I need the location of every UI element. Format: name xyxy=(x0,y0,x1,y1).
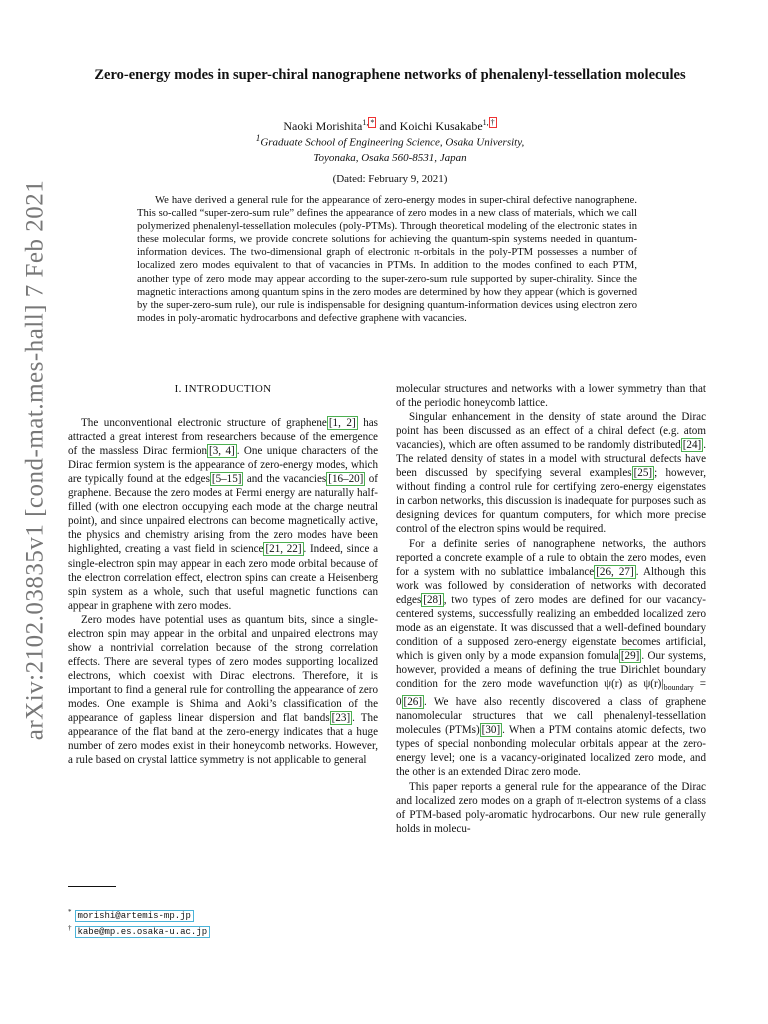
intro-paragraph-2: Zero modes have potential uses as quantum bits, since a single-electron spin may appear in the orbital and unpaired electrons may show a nontrivial correlation because of the strong correlation effects. There are several types of zero modes supporting localized electrons, which coexist with Dirac electrons. Therefore, it is important to find a general rule for controlling the appearance of zero modes. One example is Shima and Aoki’s classification of the appearance of gapless linear dispersion and flat bands [23] . The appearance of the flat band at the zero-energy indicates that a huge number of zero modes exist in their honeycomb networks. However, a rule based on crystal lattice symmetry is not applicable to general xyxy=(68,613,379,767)
intro-paragraph-3: Singular enhancement in the density of state around the Dirac point has been discussed as an effect of a chiral defect (e.g. atom vacancies), which are often assumed to be randomly distributed [24] . The related density of states in a model with structural defects have been discussed by specifying several examples [25] ; however, without finding a control rule for certifying zero-energy eigenstates in carbon networks, this discussion is inadequate for purposes such as designing devices for quantum computers, for which more precise control of the electron spins would be required. xyxy=(396,411,706,536)
citation-link[interactable]: [5–15] xyxy=(211,473,242,486)
intro-paragraph-5: This paper reports a general rule for the appearance of the Dirac and localized zero modes on a graph of π-electron systems of a class of PTM-based poly-aromatic hydrocarbons. Our new rule generally holds in molecu- xyxy=(396,780,706,835)
citation-link[interactable]: [25] xyxy=(633,467,653,480)
citation-link[interactable]: [30] xyxy=(481,724,501,737)
paper-title: Zero-energy modes in super-chiral nanographene networks of phenalenyl-tessellation molecules xyxy=(94,67,686,83)
author-2-footnote-link[interactable]: † xyxy=(490,118,495,127)
affiliation-line-2: Toyonaka, Osaka 560-8531, Japan xyxy=(313,151,467,164)
footnote-2: † kabe@mp.es.osaka-u.ac.jp xyxy=(68,922,368,938)
intro-paragraph-2-continued: molecular structures and networks with a lower symmetry than that of the periodic honeycomb lattice. xyxy=(396,383,706,410)
citation-link[interactable]: [3, 4] xyxy=(209,445,235,458)
citation-link[interactable]: [21, 22] xyxy=(265,543,302,556)
intro-paragraph-4: For a definite series of nanographene networks, the authors reported a concrete example of a rule to obtain the zero modes, even for a system with no sublattice imbalance [26, 27] . Although this work was followed by consideration of networks with decorated edges [28] , two types of zero modes are defined for our vacancy-centered systems, successfully realizing an embedded localized zero mode as an eigenstate. It was discussed that a well-defined boundary condition of a supposed zero-energy eigenstate becomes artificial, which is given only by a mode expansion fomula [29] . Our systems, however, provided a means of defining the true Dirichlet boundary condition for the zero mode wavefunction ψ(r) as $\psi(r)|_{boundary} = 0$ [26] . We have also recently discovered a class of graphene nanomolecular structures that we call phenalenyl-tessellation molecules (PTMs) [30] . When a PTM contains atomic defects, two types of special nonbonding molecular orbitals appear at the zero-energy level; one is a vacancy-originated localized zero mode, and the other is an extended Dirac zero mode. xyxy=(396,537,707,779)
citation-link[interactable]: [1, 2] xyxy=(328,417,356,430)
author-connector: and Koichi Kusakabe xyxy=(376,119,483,133)
footnote-rule xyxy=(68,886,116,887)
footnote-1: * morishi@artemis-mp.jp xyxy=(68,906,368,922)
affiliation-sup: 1 xyxy=(255,133,261,143)
citation-link[interactable]: [24] xyxy=(682,439,702,452)
author-1: Naoki Morishita xyxy=(283,119,363,133)
right-column xyxy=(396,382,706,836)
citation-link[interactable]: [28] xyxy=(423,593,442,606)
author-1-footnote-link[interactable]: * xyxy=(370,118,375,127)
abstract: We have derived a general rule for the appearance of zero-energy modes in super-chiral defective nanographene. This so-called “super-zero-sum rule” defines the appearance of zero modes in a new class of materials, which we call polymerized phenalenyl-tessellation molecules (poly-PTMs). Through theoretical modeling of the electronic states in these molecular forms, we provide concrete solutions for achieving the quantum-spin systems needed in quantum-information devices. The two-dimensional graph of electronic π-orbitals in the poly-PTM possesses a number of localized zero modes equivalent to that of vacancies in PTMs. In addition to the modes confined to each PTM, another type of zero mode may appear according to the super-zero-sum rule supported by super-chirality. Since the magnetic interactions among quantum spins in the zero modes are determined by how they appear (which is governed by the super-zero-sum rule), our rule is indispensable for designing quantum-information devices using electron zero modes in poly-aromatic hydrocarbons and defective graphene with vacancies. xyxy=(137,195,637,324)
arxiv-side-stamp xyxy=(18,179,52,741)
dated-line: (Dated: February 9, 2021) xyxy=(332,173,448,185)
citation-link[interactable]: [16–20] xyxy=(328,473,364,486)
citation-link[interactable]: [26] xyxy=(403,696,423,709)
left-column xyxy=(68,382,378,767)
affiliation xyxy=(70,131,710,166)
author-1-affil: 1, xyxy=(362,118,369,127)
footnotes xyxy=(68,906,368,938)
citation-link[interactable]: [26, 27] xyxy=(596,565,634,578)
email-link[interactable]: kabe@mp.es.osaka-u.ac.jp xyxy=(75,926,211,938)
affiliation-line-1: Graduate School of Engineering Science, Osaka University, xyxy=(260,136,525,149)
arxiv-identifier: arXiv:2102.03835v1 [cond-mat.mes-hall] 7 Feb 2021 xyxy=(21,179,49,741)
citation-link[interactable]: [29] xyxy=(620,649,640,662)
author-2-affil: 1, xyxy=(482,118,489,127)
email-link[interactable]: morishi@artemis-mp.jp xyxy=(75,910,194,922)
intro-paragraph-1: The unconventional electronic structure of graphene [1, 2] has attracted a great interest from researchers because of the emergence of the massless Dirac fermion [3, 4] . One unique characters of the Dirac fermion system is the appearance of zero-energy modes, which are typically found at the edges [5–15] and the vacancies [16–20] of graphene. Because the zero modes at Fermi energy are naturally half-filled (with one electron occupying each mode at the charge neutral point), and since unpaired electrons can become magnetically active, the physics and chemistry arising from the zero modes have been highlighted, creating a vast field in science [21, 22] . Indeed, since a single-electron spin may appear in each zero mode orbital because of the electron correlation effect, electron spins can create a Heisenberg spin system as a whole, such that useful magnetic functions can appear in graphene with zero modes. xyxy=(68,417,378,612)
section-heading: I. INTRODUCTION xyxy=(174,383,272,395)
citation-link[interactable]: [23] xyxy=(331,712,351,725)
